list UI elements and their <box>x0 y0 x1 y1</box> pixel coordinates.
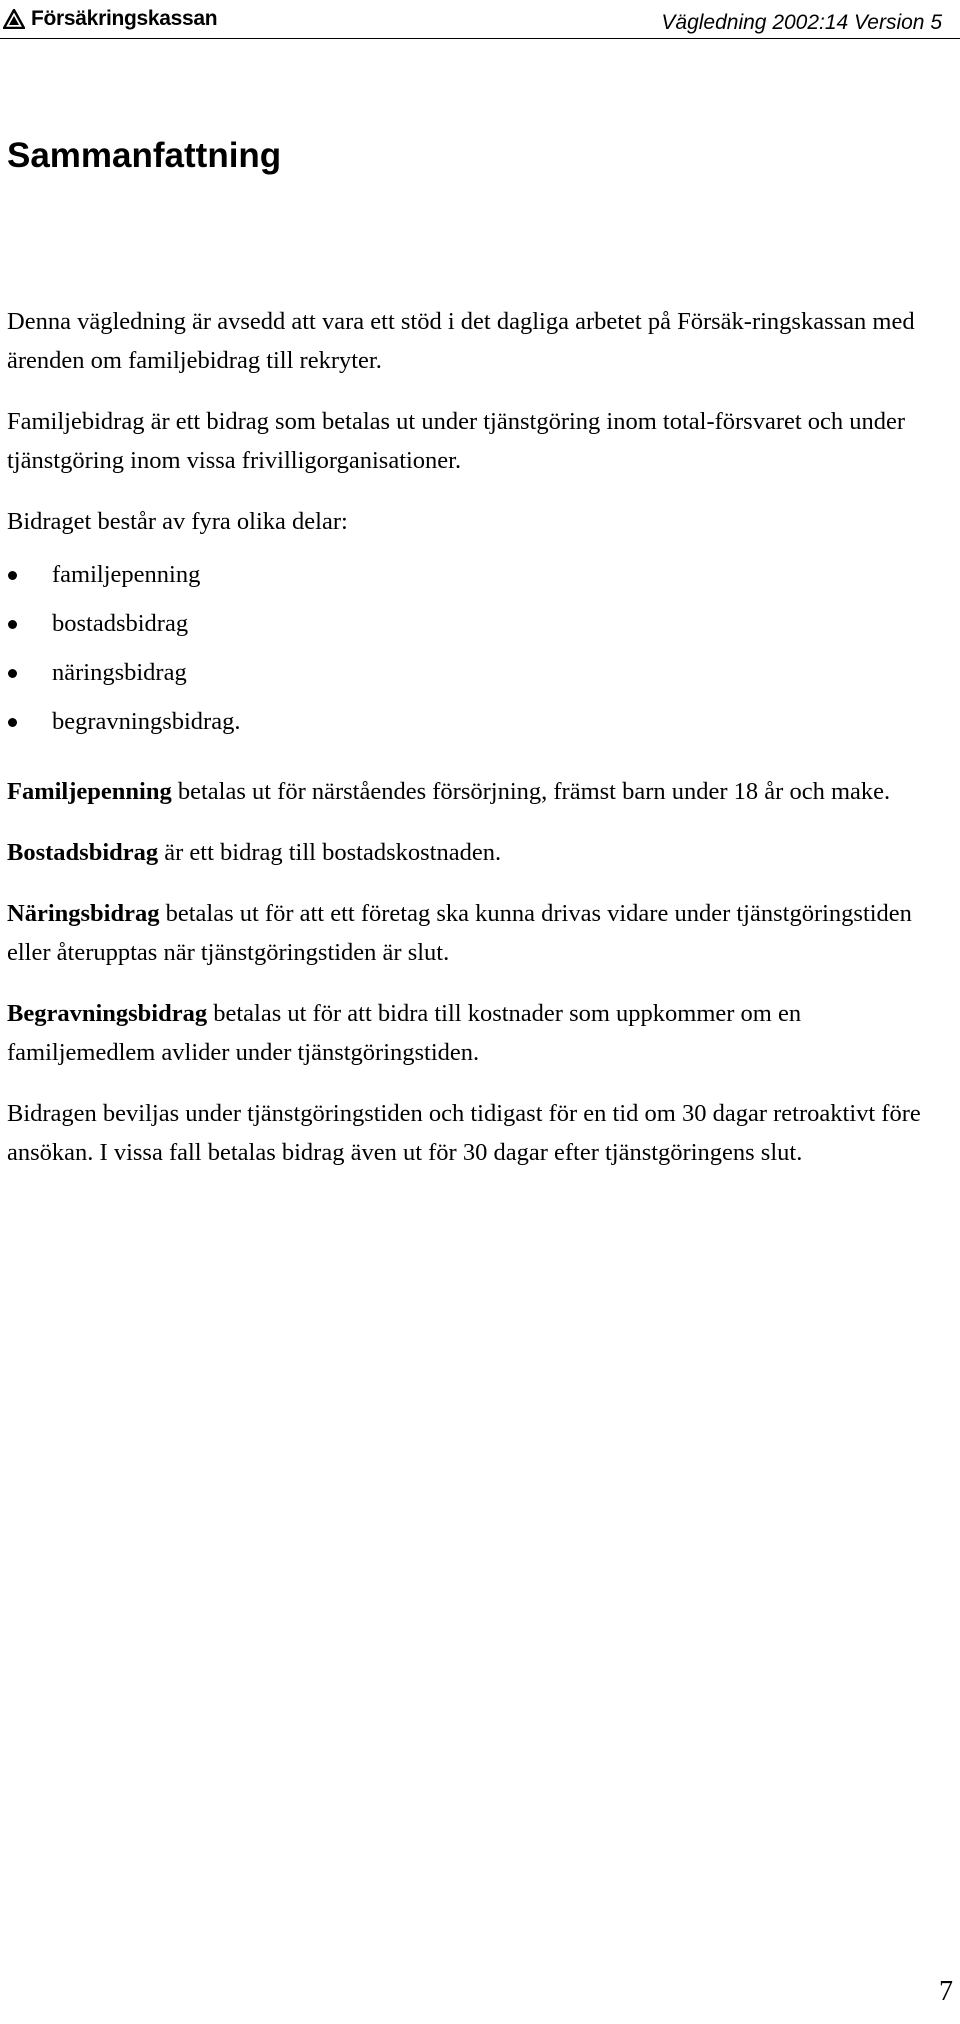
component-list <box>7 555 947 751</box>
page-title: Sammanfattning <box>7 136 282 175</box>
list-item <box>7 604 947 653</box>
bullet-icon <box>8 571 17 580</box>
bullet-icon <box>8 669 17 678</box>
house-triangle-logo-icon <box>3 9 25 29</box>
list-item-label: begravningsbidrag. <box>52 708 241 735</box>
definition-text: betalas ut för att ett företag ska kunna drivas vidare under tjänstgöringstiden eller återupptas när tjänstgöringstiden är slut. <box>7 900 912 966</box>
document-body <box>7 302 947 1194</box>
definition-paragraph <box>7 833 947 872</box>
intro-paragraph: Familjebidrag är ett bidrag som betalas ut under tjänstgöring inom total-försvaret och under tjänstgöring inom vissa frivilligorganisationer. <box>7 408 906 474</box>
definition-paragraph <box>7 772 947 811</box>
definition-text: är ett bidrag till bostadskostnaden. <box>158 839 502 866</box>
list-item-label: näringsbidrag <box>52 659 187 686</box>
definition-paragraph <box>7 894 947 972</box>
logo-text: Försäkringskassan <box>31 7 218 30</box>
page-header <box>0 0 960 40</box>
list-item <box>7 653 947 702</box>
closing-paragraph: Bidragen beviljas under tjänstgöringstiden och tidigast för en tid om 30 dagar retroaktivt före ansökan. I vissa fall betalas bidrag även ut för 30 dagar efter tjänstgöringens slut. <box>7 1100 921 1166</box>
brand-logo <box>3 8 217 29</box>
definition-term: Begravningsbidrag <box>7 1000 208 1027</box>
header-divider <box>0 38 960 39</box>
list-item-label: bostadsbidrag <box>52 610 189 637</box>
definition-paragraph <box>7 994 947 1072</box>
definition-term: Familjepenning <box>7 778 172 805</box>
document-version: Vägledning 2002:14 Version 5 <box>661 11 942 34</box>
list-item <box>7 555 947 604</box>
definition-term: Bostadsbidrag <box>7 839 159 866</box>
bullet-icon <box>8 620 17 629</box>
intro-paragraph: Denna vägledning är avsedd att vara ett stöd i det dagliga arbetet på Försäk-ringskassan med ärenden om familjebidrag till rekryter. <box>7 308 915 374</box>
page-number: 7 <box>939 1976 953 2007</box>
definition-text: betalas ut för närståendes försörjning, främst barn under 18 år och make. <box>171 778 891 805</box>
list-item <box>7 702 947 751</box>
definition-term: Näringsbidrag <box>7 900 160 927</box>
definition-text: betalas ut för att bidra till kostnader som uppkommer om en familjemedlem avlider under tjänstgöringstiden. <box>7 1000 802 1066</box>
bullet-icon <box>8 718 17 727</box>
list-lead-paragraph: Bidraget består av fyra olika delar: <box>7 508 348 535</box>
list-item-label: familjepenning <box>52 561 201 588</box>
